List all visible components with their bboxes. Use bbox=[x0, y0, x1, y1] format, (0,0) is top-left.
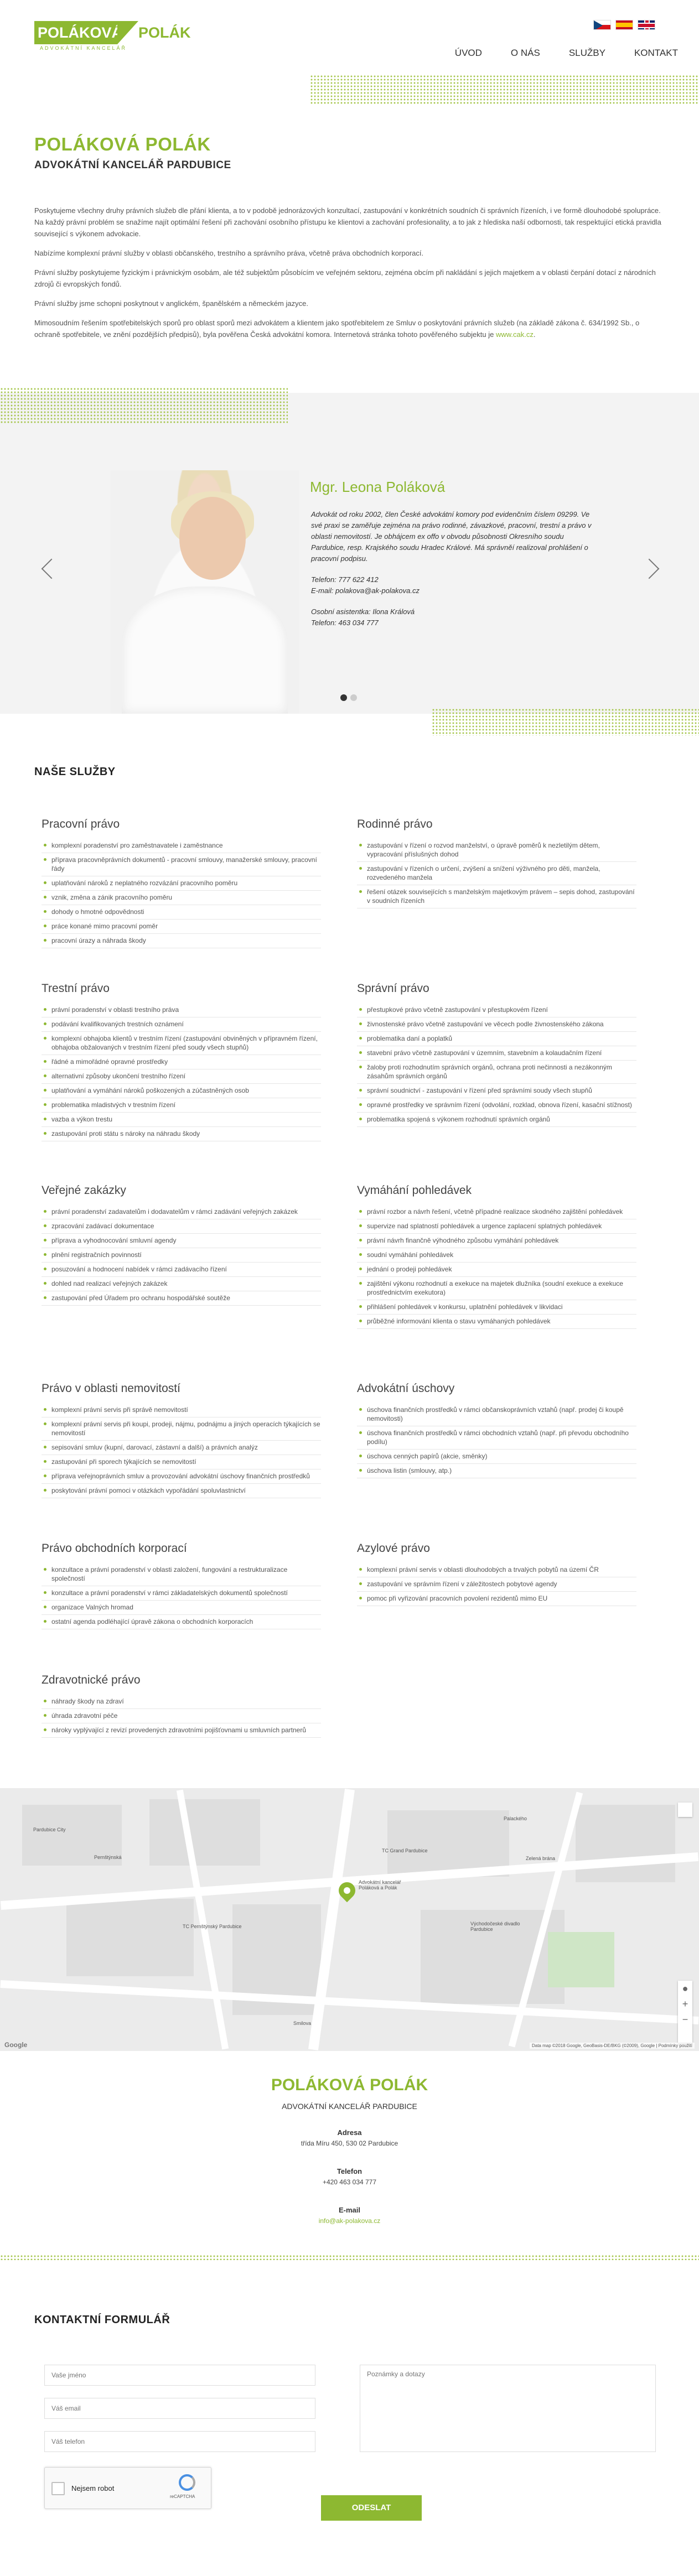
service-title: Advokátní úschovy bbox=[357, 1382, 455, 1395]
service-item: problematika mladistvých v trestním řízení bbox=[42, 1098, 321, 1113]
map-label: Zelená brána bbox=[526, 1856, 556, 1861]
nav-item-uvod[interactable]: ÚVOD bbox=[454, 48, 482, 58]
spanish-flag-icon[interactable] bbox=[615, 20, 633, 30]
service-item: opravné prostředky ve správním řízení (odvolání, rozklad, obnova řízení, kasační stížnost) bbox=[357, 1098, 636, 1113]
service-zakazky bbox=[42, 1184, 321, 1306]
service-item: stavební právo včetně zastupování v územním, stavebním a kolaudačním řízení bbox=[357, 1046, 636, 1061]
contact-form-heading: KONTAKTNÍ FORMULÁŘ bbox=[34, 2314, 170, 2326]
service-list bbox=[42, 1003, 321, 1141]
service-item: zajištění výkonu rozhodnutí a exekuce na majetek dlužníka (soudní exekuce a exekuce prostřednictvím exekutora) bbox=[357, 1277, 636, 1300]
address-label: Adresa bbox=[337, 2128, 362, 2137]
service-item: průběžné informování klienta o stavu vymáhaných pohledávek bbox=[357, 1315, 636, 1329]
footer-subtitle: ADVOKÁTNÍ KANCELÁŘ PARDUBICE bbox=[282, 2102, 417, 2111]
service-item: úschova cenných papírů (akcie, směnky) bbox=[357, 1450, 636, 1464]
service-list bbox=[42, 1695, 321, 1738]
map-attribution[interactable]: Data map ©2018 Google, GeoBasis-DE/BKG (©2009), Google | Podmínky použití bbox=[530, 2043, 695, 2049]
service-list bbox=[357, 1205, 636, 1329]
service-title: Veřejné zakázky bbox=[42, 1184, 126, 1197]
slide-email: E-mail: polakova@ak-polakova.cz bbox=[311, 586, 420, 595]
service-item: konzultace a právní poradenství v oblasti založení, fungování a restrukturalizace společností bbox=[42, 1563, 321, 1586]
services-heading: NAŠE SLUŽBY bbox=[34, 766, 116, 778]
chevron-right-icon[interactable] bbox=[639, 559, 660, 579]
main-nav bbox=[455, 48, 678, 59]
zoom-in-icon[interactable]: + bbox=[682, 1998, 688, 2009]
map-block bbox=[576, 1805, 675, 1882]
service-item: poskytování právní pomoci v otázkách vypořádání spoluvlastnictví bbox=[42, 1484, 321, 1498]
email-link[interactable]: info@ak-polakova.cz bbox=[318, 2217, 381, 2225]
service-title: Zdravotnické právo bbox=[42, 1674, 141, 1686]
service-title: Právo obchodních korporací bbox=[42, 1542, 187, 1555]
service-item: nároky vyplývající z revizí provedených zdravotními pojišťovnami u smluvních partnerů bbox=[42, 1723, 321, 1738]
service-list bbox=[42, 839, 321, 948]
footer-contact bbox=[0, 2051, 699, 2256]
service-list bbox=[42, 1563, 321, 1629]
service-vymahani bbox=[357, 1184, 636, 1329]
slide-assistant-phone: Telefon: 463 034 777 bbox=[311, 619, 379, 627]
service-item: alternativní způsoby ukončení trestního řízení bbox=[42, 1069, 321, 1084]
slider-dot[interactable] bbox=[350, 694, 357, 701]
service-item: úhrada zdravotní péče bbox=[42, 1709, 321, 1723]
service-item: komplexní právní servis při koupi, prodeji, nájmu, podnájmu a jiných operacích týkajících se nemovitostí bbox=[42, 1417, 321, 1441]
map-block bbox=[66, 1899, 194, 1976]
slide-assistant: Osobní asistentka: Ilona Králová bbox=[311, 607, 415, 616]
service-item: zastupování proti státu s nároky na náhradu škody bbox=[42, 1127, 321, 1141]
service-list bbox=[357, 839, 636, 908]
service-item: zpracování zadávací dokumentace bbox=[42, 1219, 321, 1234]
intro-paragraph bbox=[34, 317, 665, 340]
service-item: řádné a mimořádné opravné prostředky bbox=[42, 1055, 321, 1069]
service-item: organizace Valných hromad bbox=[42, 1601, 321, 1615]
intro-paragraph: Právní služby jsme schopni poskytnout v anglickém, španělském a německém jazyce. bbox=[34, 299, 308, 308]
page-subtitle: ADVOKÁTNÍ KANCELÁŘ PARDUBICE bbox=[34, 159, 231, 171]
service-item: dohody o hmotné odpovědnosti bbox=[42, 905, 321, 920]
service-title: Pracovní právo bbox=[42, 818, 120, 830]
service-item: právní poradenství zadavatelům i dodavatelům v rámci zadávání veřejných zakázek bbox=[42, 1205, 321, 1219]
service-item: zastupování v řízeních o určení, zvýšení a snížení výživného pro děti, manžela, rozvedeného manžela bbox=[357, 862, 636, 885]
email-input[interactable] bbox=[44, 2398, 315, 2419]
service-list bbox=[357, 1563, 636, 1606]
logo-tagline: ADVOKÁTNÍ KANCELÁŘ bbox=[40, 45, 127, 51]
service-trestni bbox=[42, 982, 321, 1141]
map-zoom-controls bbox=[678, 1981, 692, 2043]
email-label: E-mail bbox=[338, 2206, 360, 2214]
service-item: jednání o prodeji pohledávek bbox=[357, 1263, 636, 1277]
service-item: sepisování smluv (kupní, darovací, zástavní a další) a právních analýz bbox=[42, 1441, 321, 1455]
lawyer-portrait bbox=[111, 470, 299, 714]
name-input[interactable] bbox=[44, 2365, 315, 2386]
service-title: Trestní právo bbox=[42, 982, 110, 995]
slider-dots bbox=[340, 694, 357, 701]
recaptcha-label: Nejsem robot bbox=[71, 2484, 115, 2492]
service-pracovni bbox=[42, 818, 321, 948]
service-list bbox=[42, 1403, 321, 1498]
service-item: komplexní poradenství pro zaměstnavatele i zaměstnance bbox=[42, 839, 321, 853]
recaptcha-widget bbox=[44, 2467, 211, 2509]
service-item: komplexní právní servis v oblasti dlouhodobých a trvalých pobytů na území ČR bbox=[357, 1563, 636, 1577]
service-item: vazba a výkon trestu bbox=[42, 1113, 321, 1127]
recaptcha-logo-icon bbox=[179, 2474, 195, 2491]
slide-phone: Telefon: 777 622 412 bbox=[311, 575, 379, 584]
chevron-left-icon[interactable] bbox=[42, 559, 62, 579]
location-map[interactable] bbox=[0, 1788, 699, 2051]
service-item: zastupování při sporech týkajících se nemovitostí bbox=[42, 1455, 321, 1469]
logo-name-right: POLÁK bbox=[138, 24, 191, 41]
service-item: zastupování před Úřadem pro ochranu hospodářské soutěže bbox=[42, 1291, 321, 1306]
service-item: přihlášení pohledávek v konkursu, uplatnění pohledávek v likvidaci bbox=[357, 1300, 636, 1315]
service-item: zastupování ve správním řízení v záležitostech pobytové agendy bbox=[357, 1577, 636, 1592]
address-value: třída Míru 450, 530 02 Pardubice bbox=[301, 2139, 398, 2147]
service-item: úschova finančních prostředků v rámci obchodních vztahů (např. při převodu obchodního podílu) bbox=[357, 1426, 636, 1450]
recaptcha-brand: reCAPTCHA bbox=[170, 2494, 195, 2499]
site-logo[interactable] bbox=[34, 21, 200, 54]
service-azylove bbox=[357, 1542, 636, 1606]
page-title: POLÁKOVÁ POLÁK bbox=[34, 134, 211, 154]
phone-label: Telefon bbox=[336, 2167, 363, 2175]
portrait-face bbox=[179, 497, 246, 580]
intro-text bbox=[34, 205, 665, 348]
fullscreen-icon[interactable] bbox=[678, 1803, 692, 1817]
google-logo: Google bbox=[4, 2041, 28, 2049]
message-textarea[interactable] bbox=[360, 2365, 656, 2452]
service-item: uplatňování nároků z neplatného rozvázání pracovního poměru bbox=[42, 876, 321, 891]
service-item: příprava a vyhodnocování smluvní agendy bbox=[42, 1234, 321, 1248]
service-korporace bbox=[42, 1542, 321, 1629]
service-item: uplatňování a vymáhání nároků poškozených a zúčastněných osob bbox=[42, 1084, 321, 1098]
service-list bbox=[357, 1003, 636, 1127]
service-item: řešení otázek souvisejících s manželským majetkovým právem – sepis dohod, zastupování v soudních řízeních bbox=[357, 885, 636, 908]
slide-name: Mgr. Leona Poláková bbox=[310, 479, 446, 495]
service-title: Právo v oblasti nemovitostí bbox=[42, 1382, 180, 1395]
service-item: právní rozbor a návrh řešení, včetně případné realizace skodného zajištění pohledávek bbox=[357, 1205, 636, 1219]
map-label: Pardubice City bbox=[33, 1827, 66, 1832]
service-item: ostatní agenda podléhající úpravě zákona o obchodních korporacích bbox=[42, 1615, 321, 1629]
service-item: právní poradenství v oblasti trestního práva bbox=[42, 1003, 321, 1017]
zoom-out-icon[interactable]: − bbox=[682, 2014, 688, 2025]
slide-text bbox=[311, 509, 593, 629]
map-park bbox=[548, 1932, 614, 1987]
service-item: přestupkové právo včetně zastupování v přestupkovém řízení bbox=[357, 1003, 636, 1017]
service-item: problematika spojená s výkonem rozhodnutí správních orgánů bbox=[357, 1113, 636, 1127]
map-label-office: Advokátní kancelář Poláková a Polák bbox=[359, 1879, 401, 1891]
phone-value[interactable]: +420 463 034 777 bbox=[322, 2178, 377, 2186]
service-item: žaloby proti rozhodnutím správních orgánů, ochrana proti nečinnosti a nezákonným zásahům správních orgánů bbox=[357, 1061, 636, 1084]
service-item: zastupování v řízení o rozvod manželství, o úpravě poměrů k nezletilým dětem, vypracování příslušných dohod bbox=[357, 839, 636, 862]
period: . bbox=[533, 330, 536, 339]
map-label: Palackého bbox=[504, 1816, 527, 1821]
phone-input[interactable] bbox=[44, 2431, 315, 2452]
logo-slash bbox=[117, 21, 138, 44]
service-item: pracovní úrazy a náhrada škody bbox=[42, 934, 321, 948]
service-zdravotnicke bbox=[42, 1674, 321, 1738]
portrait-body bbox=[122, 586, 288, 714]
decorative-dot-band bbox=[310, 75, 699, 105]
service-uschovy bbox=[357, 1382, 636, 1478]
service-item: supervize nad splatností pohledávek a urgence zaplacení splatných pohledávek bbox=[357, 1219, 636, 1234]
decorative-dot-band bbox=[0, 2255, 699, 2260]
intro-paragraph: Nabízíme komplexní právní služby v oblasti občanského, trestního a správního práva, včetně práva obchodních korporací. bbox=[34, 249, 424, 257]
service-item: komplexní obhajoba klientů v trestním řízení (zastupování obviněných v přípravném řízení, obhajoba obžalovaných v trestním řízení před soudy všech stupňů) bbox=[42, 1032, 321, 1055]
service-title: Azylové právo bbox=[357, 1542, 430, 1555]
decorative-dot-band bbox=[432, 708, 699, 736]
service-item: posuzování a hodnocení nabídek v rámci zadávacího řízení bbox=[42, 1263, 321, 1277]
service-item: právní návrh finančně výhodného způsobu vymáhání pohledávek bbox=[357, 1234, 636, 1248]
slider-dot-active[interactable] bbox=[340, 694, 347, 701]
site-header bbox=[0, 0, 699, 75]
service-item: dohled nad realizací veřejných zakázek bbox=[42, 1277, 321, 1291]
service-item: úschova listin (smlouvy, atp.) bbox=[357, 1464, 636, 1478]
service-nemovitosti bbox=[42, 1382, 321, 1498]
service-item: konzultace a právní poradenství v rámci základatelských dokumentů společností bbox=[42, 1586, 321, 1601]
service-list bbox=[42, 1205, 321, 1306]
map-label: Pernštýnská bbox=[94, 1855, 122, 1860]
slide-bio: Advokát od roku 2002, člen České advokátní komory pod evidenčním číslem 09299. Ve své praxi se zaměřuje zejména na právo rodinné, závazkové, pracovní, trestní a právo v oblasti nemovitostí. Je obhájcem ex offo v obvodu působnosti Okresního soudu Pardubice, resp. Krajského soudu Hradec Králové. Má správněí realizoval prohlášení o pracovní podpisu. bbox=[311, 510, 592, 563]
street-view-icon[interactable]: ● bbox=[682, 1983, 688, 1994]
submit-button[interactable]: ODESLAT bbox=[321, 2495, 422, 2521]
service-item: podávání kvalifikovaných trestních oznámení bbox=[42, 1017, 321, 1032]
service-item: pomoc při vyřizování pracovních povolení rezidentů mimo EU bbox=[357, 1592, 636, 1606]
map-label: TC Grand Pardubice bbox=[382, 1848, 428, 1853]
service-item: úschova finančních prostředků v rámci občanskoprávních vztahů (např. prodej či koupě nemovitosti) bbox=[357, 1403, 636, 1426]
service-title: Vymáhání pohledávek bbox=[357, 1184, 472, 1197]
nav-item-kontakt[interactable]: KONTAKT bbox=[634, 48, 678, 58]
intro-paragraph: Právní služby poskytujeme fyzickým i právnickým osobám, ale též subjektům působícím ve veřejném sektoru, zejména obcím při nakládání s jejich majetkem a v oblasti čerpání dotací z národních zdrojů či evropských fondů. bbox=[34, 268, 656, 288]
czech-flag-icon[interactable] bbox=[593, 20, 611, 30]
service-item: soudní vymáhání pohledávek bbox=[357, 1248, 636, 1263]
map-label: Východočeské divadlo Pardubice bbox=[470, 1921, 520, 1932]
cak-link[interactable]: www.cak.cz bbox=[495, 330, 534, 339]
service-item: příprava veřejnoprávních smluv a provozování advokátní úschovy finančních prostředků bbox=[42, 1469, 321, 1484]
consumer-text: Mimosoudním řešením spotřebitelských sporů pro oblast sporů mezi advokátem a klientem jako spotřebitelem ze Smluv o poskytování právních služeb (na základě zákona č. 634/1992 Sb., o ochraně spotřebitele, ve znění pozdějších předpisů), byla pověřena Česká advokátní komora. Internetová stránka tohoto pověřeného subjektu je bbox=[34, 319, 640, 339]
service-spravni bbox=[357, 982, 636, 1127]
recaptcha-checkbox[interactable] bbox=[51, 2482, 65, 2495]
service-item: komplexní právní servis při správě nemovitostí bbox=[42, 1403, 321, 1417]
service-item: náhrady škody na zdraví bbox=[42, 1695, 321, 1709]
logo-name-left: POLÁKOVÁ bbox=[34, 21, 117, 44]
service-item: plnění registračních povinností bbox=[42, 1248, 321, 1263]
map-block bbox=[149, 1799, 260, 1866]
footer-title: POLÁKOVÁ POLÁK bbox=[271, 2076, 428, 2094]
service-item: správní soudnictví - zastupování v řízení před správními soudy všech stupňů bbox=[357, 1084, 636, 1098]
service-title: Rodinné právo bbox=[357, 818, 433, 830]
language-switcher bbox=[593, 20, 655, 30]
service-item: práce konané mimo pracovní poměr bbox=[42, 920, 321, 934]
service-title: Správní právo bbox=[357, 982, 429, 995]
decorative-dot-band bbox=[0, 387, 288, 423]
english-flag-icon[interactable] bbox=[638, 20, 655, 30]
team-slider bbox=[0, 393, 699, 714]
service-rodinne bbox=[357, 818, 636, 908]
map-label: Smilova bbox=[293, 2021, 312, 2026]
service-item: vznik, změna a zánik pracovního poměru bbox=[42, 891, 321, 905]
nav-item-sluzby[interactable]: SLUŽBY bbox=[568, 48, 605, 58]
service-list bbox=[357, 1403, 636, 1478]
nav-item-o-nas[interactable]: O NÁS bbox=[510, 48, 540, 58]
service-item: živnostenské právo včetně zastupování ve věcech podle živnostenského zákona bbox=[357, 1017, 636, 1032]
intro-paragraph: Poskytujeme všechny druhy právních služeb dle přání klienta, a to v podobě jednorázových konzultací, zastupování v konkrétních soudních či správních řízeních, i ve formě dlouhodobé spolupráce. Na každý právní problém se snažíme najít optimální řešení při zachování osobního přístupu ke klientovi a zachování profesionality, a to jak z hlediska naší odbornosti, tak respektující etická pravidla související s výkonem advokacie. bbox=[34, 206, 661, 238]
map-label: TC Pernštýnský Pardubice bbox=[183, 1924, 242, 1929]
service-item: problematika daní a poplatků bbox=[357, 1032, 636, 1046]
service-item: příprava pracovněprávních dokumentů - pracovní smlouvy, manažerské smlouvy, pracovní řády bbox=[42, 853, 321, 876]
